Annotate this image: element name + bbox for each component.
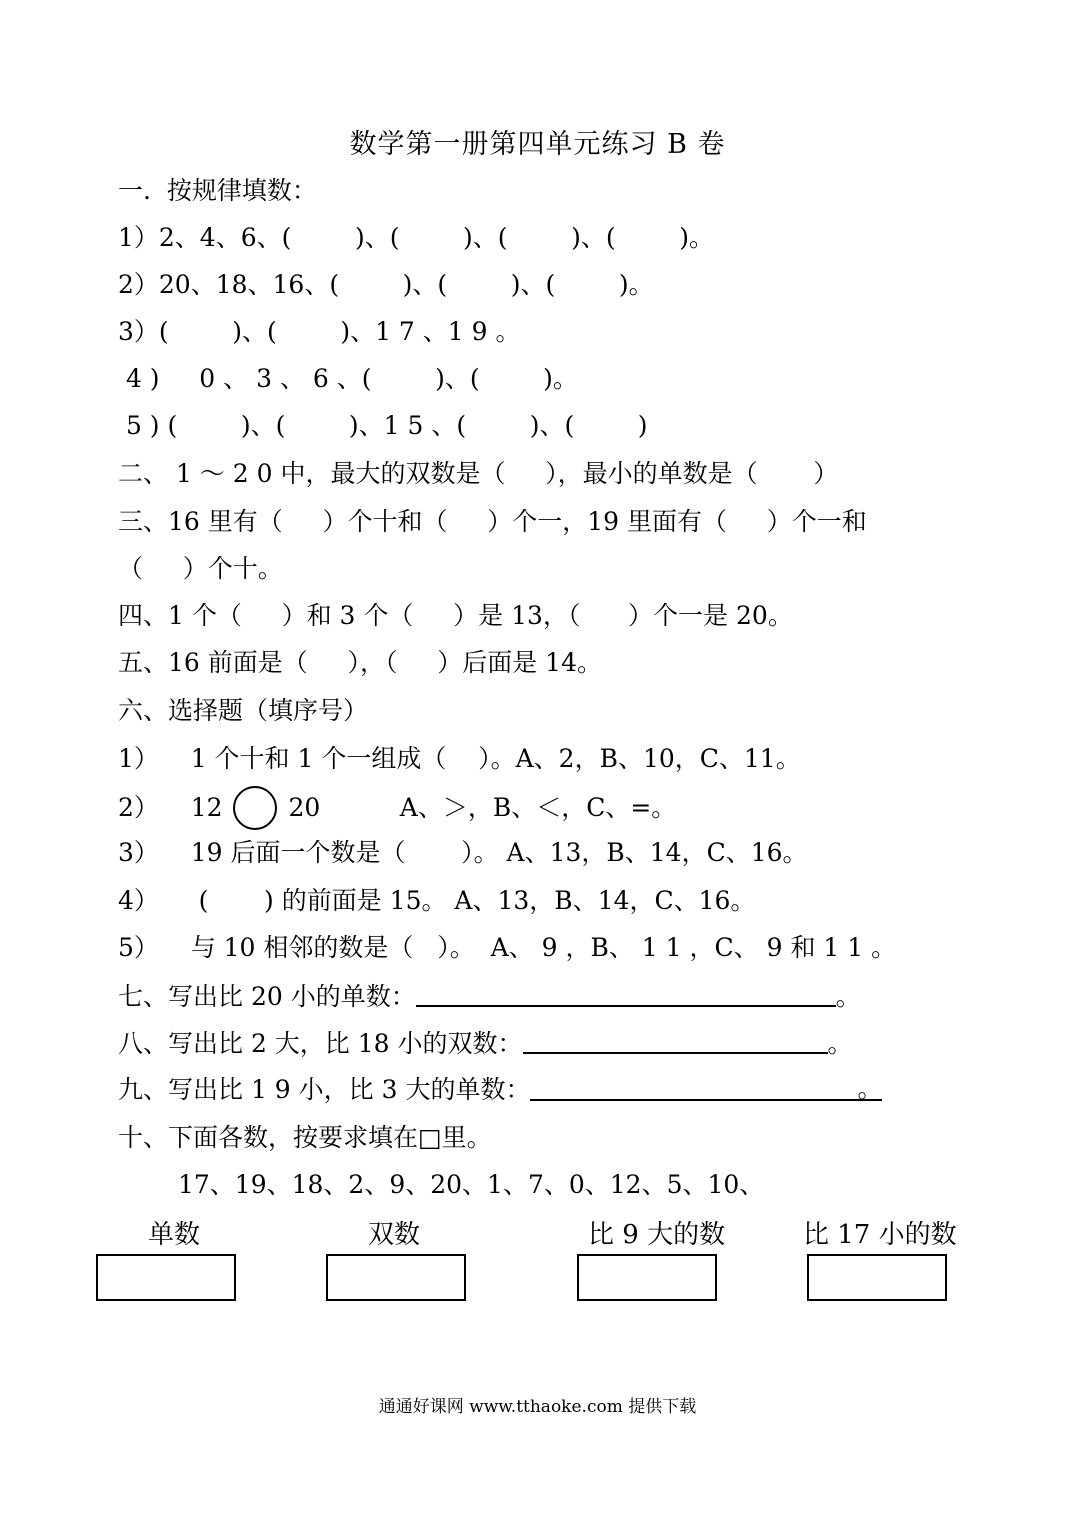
section-6-q2-prefix: 2） 12 [118,793,223,822]
section-6-q2-suffix: 20 A、＞，B、＜，C、=。 [288,793,677,822]
section-7 [118,979,861,1014]
section-1-item-4: 4 ) 0 、 3 、 6 、( )、( )。 [118,364,578,393]
section-6-heading: 六、选择题（填序号） [118,696,369,725]
section-2: 二、 1 ～ 2 0 中，最大的双数是（ ），最小的单数是（ ） [118,459,839,488]
section-1-item-1: 1）2、4、6、( )、( )、( )、( )。 [118,223,714,252]
section-5: 五、16 前面是（ ），（ ）后面是 14。 [118,648,602,677]
section-9 [118,1073,882,1107]
section-8-text: 八、写出比 2 大，比 18 小的双数： [118,1029,523,1058]
section-8-answer-line[interactable] [523,1028,828,1054]
section-9-answer-line[interactable] [530,1075,882,1101]
section-9-text: 九、写出比 1 9 小，比 3 大的单数： [118,1075,531,1104]
answer-box-greater-than-9[interactable] [577,1254,717,1301]
compare-circle[interactable] [233,786,277,830]
answer-box-even[interactable] [326,1254,466,1301]
section-8-end: 。 [827,1029,853,1058]
section-1-heading: 一. 按规律填数： [118,176,317,205]
section-1-item-2: 2）20、18、16、( )、( )、( )。 [118,270,654,299]
section-1-item-5: 5 ) ( )、( )、1 5 、( )、( ) [118,411,648,440]
section-6-q1: 1） 1 个十和 1 个一组成（ ）。A、2，B、10，C、11。 [118,744,801,773]
section-1-item-3: 3）( )、( )、1 7 、1 9 。 [118,317,521,346]
worksheet-title: 数学第一册第四单元练习 B 卷 [349,129,726,160]
category-label-less-than-17: 比 17 小的数 [803,1220,957,1250]
answer-box-odd[interactable] [96,1254,236,1301]
section-9-end: 。 [857,1074,883,1103]
section-7-end: 。 [835,982,861,1011]
section-6-q5: 5） 与 10 相邻的数是（ ）。 A、 9 ，B、 1 1 ，C、 9 和 1 1 。 [118,933,897,962]
section-3-line-1: 三、16 里有（ ）个十和（ ）个一，19 里面有（ ）个一和 [118,507,867,536]
section-6-q4: 4） ( ) 的前面是 15。 A、13，B、14，C、16。 [118,886,756,915]
category-label-greater-than-9: 比 9 大的数 [588,1220,726,1250]
footer-credit: 通通好课网 www.tthaoke.com 提供下载 [378,1397,697,1417]
section-10-numbers: 17、19、18、2、9、20、1、7、0、12、5、10、 [178,1170,765,1199]
section-6-q2 [118,786,676,832]
answer-box-less-than-17[interactable] [807,1254,947,1301]
category-label-even: 双数 [368,1220,421,1250]
section-4: 四、1 个（ ）和 3 个（ ）是 13，（ ）个一是 20。 [118,601,793,630]
category-label-odd: 单数 [148,1220,201,1250]
section-10-heading: 十、下面各数，按要求填在□里。 [118,1123,492,1152]
section-7-answer-line[interactable] [416,981,836,1007]
section-8 [118,1026,853,1061]
section-6-q3: 3） 19 后面一个数是（ ）。 A、13，B、14，C、16。 [118,838,808,867]
section-7-text: 七、写出比 20 小的单数： [118,982,416,1011]
section-3-line-2: （ ）个十。 [118,554,283,583]
